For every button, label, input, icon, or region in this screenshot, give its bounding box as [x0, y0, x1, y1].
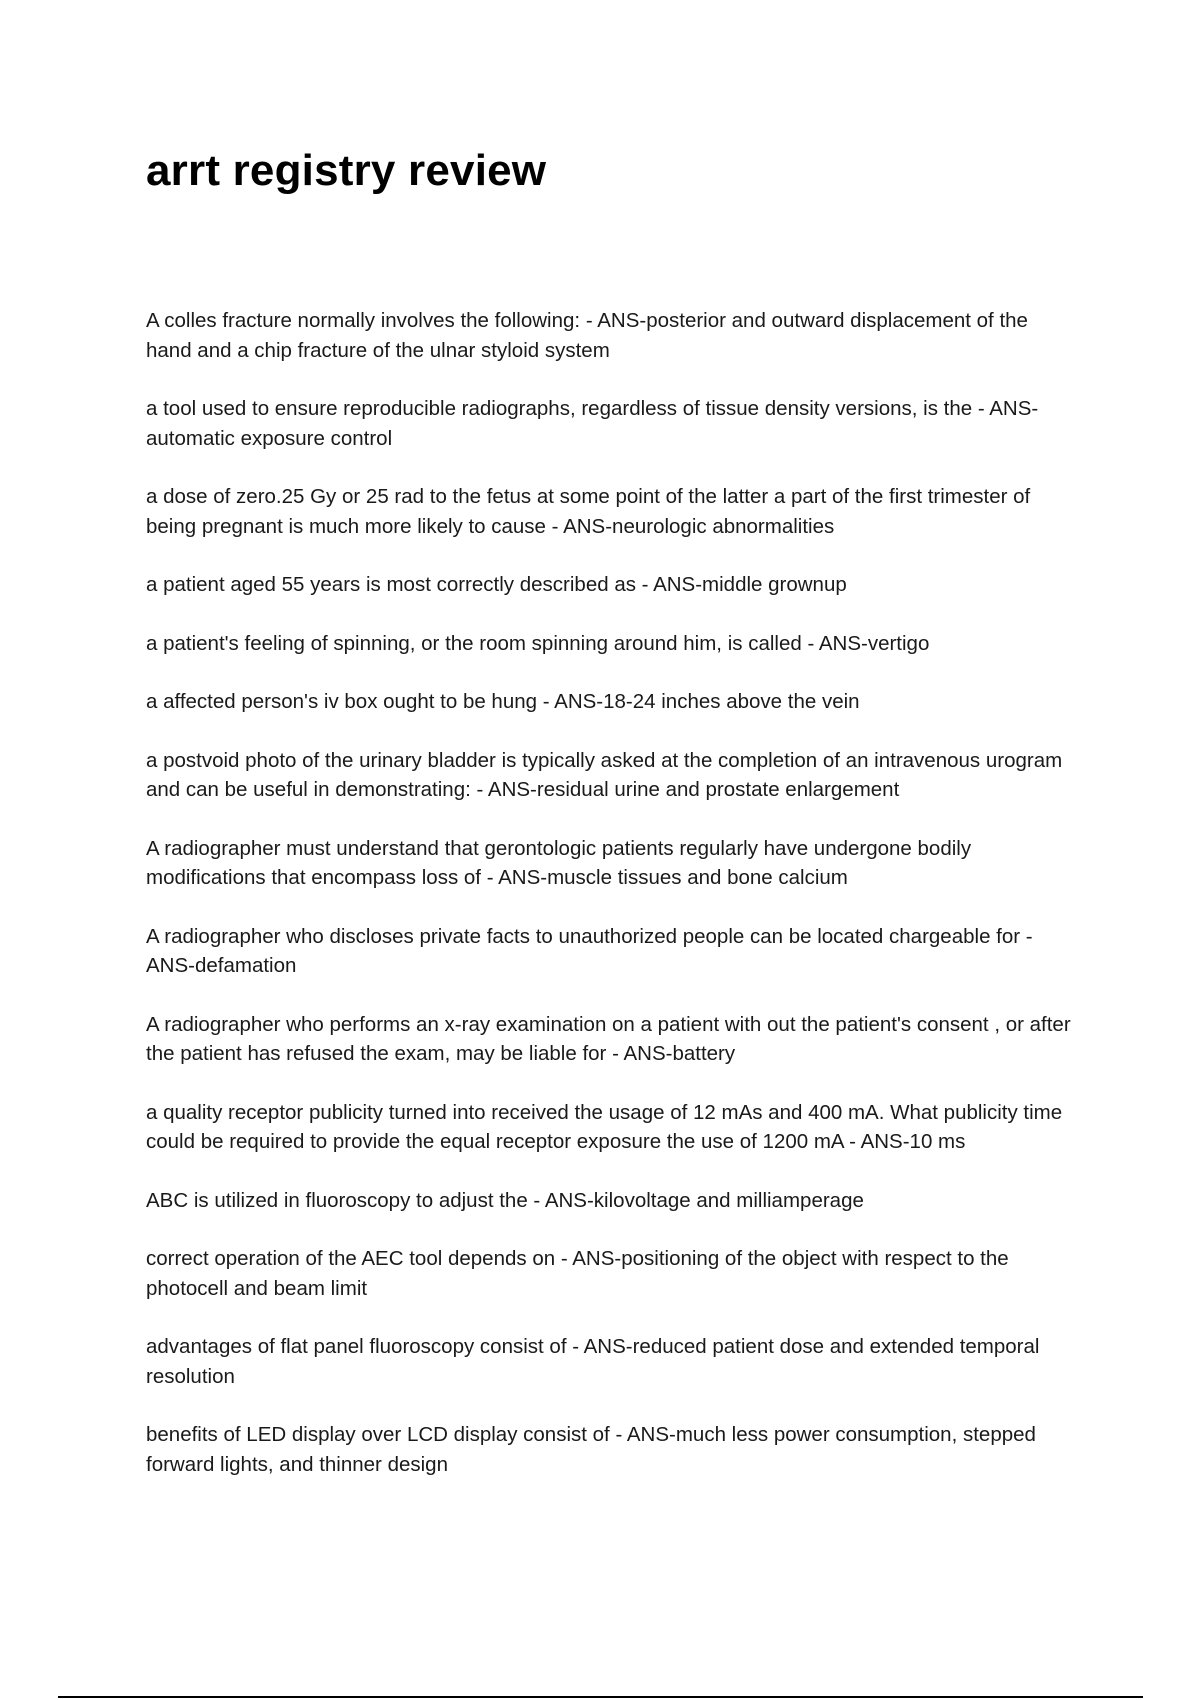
- question-text: A radiographer who performs an x-ray examination on a patient with out the patient's consent , or after the patient has refused the exam, may be liable for: [146, 1012, 1071, 1065]
- answer-text: ANS-residual urine and prostate enlargement: [487, 778, 900, 801]
- qa-item: [146, 1098, 1076, 1157]
- answer-separator: -: [1020, 924, 1033, 948]
- qa-item: [146, 922, 1076, 981]
- qa-item: [146, 834, 1076, 893]
- qa-item: [146, 629, 1076, 659]
- question-text: advantages of flat panel fluoroscopy consist of: [146, 1335, 567, 1358]
- question-text: benefits of LED display over LCD display consist of: [146, 1423, 610, 1446]
- answer-separator: -: [635, 573, 654, 596]
- qa-item: [146, 1420, 1076, 1479]
- question-text: a patient aged 55 years is most correctly described as: [146, 573, 636, 596]
- answer-separator: -: [555, 1247, 573, 1270]
- answer-separator: -: [566, 1335, 584, 1358]
- answer-text: ANS-kilovoltage and milliamperage: [544, 1188, 864, 1212]
- answer-text: ANS-defamation: [146, 954, 297, 977]
- answer-separator: -: [609, 1423, 627, 1446]
- answer-separator: -: [580, 309, 598, 332]
- answer-text: ANS-10 ms: [860, 1130, 966, 1153]
- answer-separator: -: [843, 1130, 861, 1153]
- qa-item: [146, 1244, 1076, 1303]
- answer-separator: -: [537, 690, 555, 713]
- footer-divider: [58, 1696, 1143, 1698]
- answer-text: ANS-positioning of the object with respect to the photocell and beam limit: [146, 1247, 1009, 1300]
- qa-item: [146, 306, 1076, 365]
- qa-item: [146, 570, 1076, 600]
- question-text: A radiographer who discloses private facts to unauthorized people can be located chargeable for: [146, 924, 1021, 948]
- answer-separator: -: [470, 778, 488, 801]
- answer-text: ANS-automatic exposure control: [146, 397, 1039, 450]
- qa-item: [146, 687, 1076, 717]
- answer-separator: -: [481, 866, 499, 889]
- qa-item: [146, 1332, 1076, 1391]
- document-title: arrt registry review: [146, 146, 547, 195]
- answer-text: ANS-18-24 inches above the vein: [554, 690, 860, 713]
- answer-text: ANS-neurologic abnormalities: [563, 514, 835, 538]
- answer-text: ANS-battery: [623, 1042, 736, 1065]
- answer-text: ANS-vertigo: [818, 631, 930, 655]
- answer-text: ANS-reduced patient dose and extended temporal resolution: [146, 1335, 1040, 1388]
- answer-text: ANS-much less power consumption, stepped forward lights, and thinner design: [146, 1423, 1036, 1476]
- answer-separator: -: [801, 631, 819, 655]
- question-text: A colles fracture normally involves the following:: [146, 309, 581, 332]
- qa-item: [146, 746, 1076, 805]
- question-text: ABC is utilized in fluoroscopy to adjust the: [146, 1188, 528, 1212]
- qa-item: [146, 394, 1076, 453]
- qa-item: [146, 1010, 1076, 1069]
- question-text: a postvoid photo of the urinary bladder is typically asked at the completion of an intravenous urogram and can be useful in demonstrating:: [146, 748, 1063, 801]
- answer-separator: -: [527, 1188, 545, 1212]
- question-text: a affected person's iv box ought to be hung: [146, 690, 538, 713]
- answer-text: ANS-posterior and outward displacement of the hand and a chip fracture of the ulnar styloid system: [146, 309, 1028, 362]
- qa-item: [146, 482, 1076, 541]
- question-text: A radiographer must understand that gerontologic patients regularly have undergone bodily modifications that encompass loss of: [146, 836, 972, 889]
- answer-separator: -: [606, 1042, 624, 1065]
- answer-separator: -: [972, 397, 990, 420]
- question-text: a tool used to ensure reproducible radiographs, regardless of tissue density versions, is the: [146, 397, 973, 420]
- answer-text: ANS-middle grownup: [653, 573, 847, 596]
- qa-item: [146, 1186, 1076, 1216]
- qa-list: [146, 306, 1076, 1508]
- answer-text: ANS-muscle tissues and bone calcium: [498, 866, 848, 889]
- question-text: correct operation of the AEC tool depends on: [146, 1247, 556, 1270]
- question-text: a quality receptor publicity turned into received the usage of 12 mAs and 400 mA. What publicity time could be required to provide the equal receptor exposure the use of 1200 mA: [146, 1100, 1063, 1153]
- question-text: a patient's feeling of spinning, or the room spinning around him, is called: [146, 631, 802, 655]
- answer-separator: -: [545, 514, 564, 538]
- question-text: a dose of zero.25 Gy or 25 rad to the fetus at some point of the latter a part of the first trimester of being pregnant is much more likely to cause: [146, 485, 1031, 538]
